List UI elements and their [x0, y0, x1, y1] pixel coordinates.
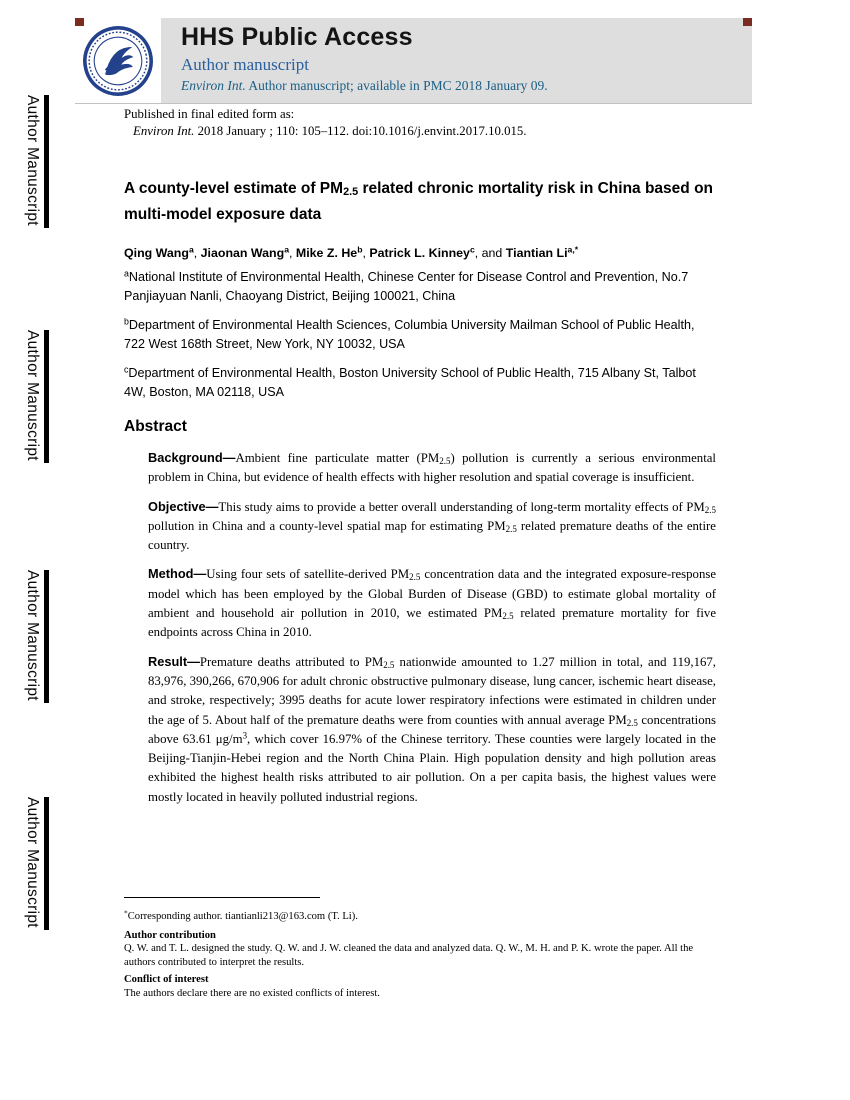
published-journal: Environ Int.: [133, 124, 195, 138]
citation-rest: Author manuscript; available in PMC 2018 January 09.: [245, 78, 548, 93]
article-title: A county-level estimate of $PM_{2.5}$ related chronic mortality risk in China based on multi-model exposure data: [124, 180, 714, 223]
affiliations: [124, 268, 716, 412]
footnote-text-conflict-of-interest: The authors declare there are no existed conflicts of interest.: [124, 987, 380, 999]
author-affil-marker: a,*: [567, 244, 579, 255]
sidebar-watermark: Author Manuscript: [24, 570, 41, 701]
published-rest: 2018 January ; 110: 105–112. doi:10.1016/j.envint.2017.10.015.: [194, 124, 527, 138]
section-text: Using four sets of satellite-derived $PM_{2.5}$ concentration data and the integrated exposure-response model which has been employed by the Global Burden of Disease (GBD) to estimate global mortality of ambient and household air pollution in 2010, we estimated $PM_{2.5}$ related premature mortality for five endpoints across China in 2010.: [148, 567, 717, 640]
published-info: [124, 106, 724, 140]
section-heading: Result—: [148, 653, 200, 669]
author-affil-marker: c: [469, 244, 475, 255]
hhs-header: [75, 18, 752, 104]
hhs-logo: [75, 18, 161, 103]
abstract-section-result: [148, 652, 716, 807]
author-separator: , and: [474, 246, 506, 260]
author-name: Jiaonan Wang: [200, 246, 285, 260]
author-name: Tiantian Li: [505, 246, 568, 260]
abstract-section-objective: [148, 497, 716, 556]
header-citation: [181, 78, 548, 94]
author-separator: ,: [289, 246, 296, 260]
header-subtitle: Author manuscript: [181, 55, 309, 74]
sidebar-bar: [44, 797, 49, 930]
author: [296, 246, 369, 260]
author: [124, 246, 201, 260]
sidebar-watermark: Author Manuscript: [24, 95, 41, 226]
sidebar-watermark: Author Manuscript: [24, 330, 41, 461]
author-name: Mike Z. He: [295, 246, 358, 260]
corresponding-author-note: [124, 910, 726, 924]
affiliation-marker: c: [124, 364, 129, 375]
corresponding-text: Corresponding author. tiantianli213@163.com (T. Li).: [127, 911, 358, 922]
affiliation-text: National Institute of Environmental Health, Chinese Center for Disease Control and Prevention, No.7 Panjiayuan Nanli, Chaoyang District, Beijing 100021, China: [124, 270, 689, 303]
author-affil-marker: b: [357, 244, 363, 255]
hhs-seal-icon: [74, 17, 161, 104]
section-text: Ambient fine particulate matter $(PM_{2.5})$ pollution is currently a serious environmental problem in China, but evidence of health effects with higher resolution and spatial coverage is insufficient.: [148, 451, 716, 485]
footnote-heading-conflict-of-interest: Conflict of interest: [124, 974, 209, 985]
author-affil-marker: a: [188, 244, 194, 255]
abstract-section-method: [148, 564, 716, 642]
header-text-block: [181, 23, 548, 94]
published-line1: Published in final edited form as:: [124, 107, 295, 121]
affiliation-marker: b: [124, 316, 129, 327]
footnote-rule: [124, 897, 320, 898]
corner-mark-right: [743, 18, 752, 26]
affiliation: [124, 316, 716, 354]
affiliation-text: Department of Environmental Health, Boston University School of Public Health, 715 Albany St, Talbot 4W, Boston, MA 02118, USA: [124, 366, 696, 399]
abstract-heading: Abstract: [124, 418, 187, 435]
author-name: Qing Wang: [124, 246, 189, 260]
author-name: Patrick L. Kinney: [369, 246, 470, 260]
affiliation: [124, 364, 716, 402]
author-separator: ,: [362, 246, 370, 260]
header-title: HHS Public Access: [181, 23, 413, 51]
author: [369, 246, 505, 260]
section-text: Premature deaths attributed to $PM_{2.5}$ nationwide amounted to 1.27 million in total, and 119,167, 83,976, 390,266, 670,906 for adult chronic obstructive pulmonary disease, lung cancer, ischemic heart disease, and stroke, respectively; 3995 deaths for acute lower respiratory infections were estimated in children under the age of 5. About half of the premature deaths were from counties with annual average $PM_{2.5}$ concentrations above 63.61 $\mu g/m^3$, which cover 16.97% of the Chinese territory. These counties were largely located in the Beijing-Tianjin-Hebei region and the North China Plain. High population density and high pollution areas exhibited the highest health risks attributed to air pollution. On a per capita basis, the highest values were mostly located in heavily polluted industrial regions.: [148, 654, 716, 804]
author-list: [124, 246, 764, 260]
footnotes: [124, 906, 726, 1000]
affiliation: [124, 268, 716, 306]
affiliation-marker: a: [124, 268, 129, 279]
citation-journal: Environ Int.: [181, 78, 246, 93]
published-line2: [124, 123, 724, 140]
corresponding-marker: *: [124, 908, 128, 918]
author: [201, 246, 296, 260]
section-heading: Objective—: [148, 498, 219, 514]
sidebar-bar: [44, 330, 49, 463]
affiliation-text: Department of Environmental Health Sciences, Columbia University Mailman School of Public Health, 722 West 168th Street, New York, NY 10032, USA: [124, 318, 695, 351]
section-heading: Background—: [148, 450, 236, 465]
sidebar-bar: [44, 570, 49, 703]
footnote-heading-author-contribution: Author contribution: [124, 929, 216, 941]
author-separator: ,: [193, 246, 201, 260]
footnote-text-author-contribution: Q. W. and T. L. designed the study. Q. W. and J. W. cleaned the data and analyzed data. Q. W., M. H. and P. K. wrote the paper. All the authors contributed to interpret the results.: [124, 943, 694, 968]
section-heading: Method—: [148, 566, 207, 582]
author-affil-marker: a: [284, 244, 290, 255]
abstract-section-background: [148, 448, 716, 488]
abstract-body: [148, 448, 716, 816]
section-text: This study aims to provide a better overall understanding of long-term mortality effects of $PM_{2.5}$ pollution in China and a county-level spatial map for estimating $PM_{2.5}$ related premature deaths of the entire country.: [148, 499, 716, 553]
corner-mark-left: [75, 18, 84, 26]
sidebar-bar: [44, 95, 49, 228]
sidebar-watermark: Author Manuscript: [24, 797, 41, 928]
author: [506, 246, 578, 260]
